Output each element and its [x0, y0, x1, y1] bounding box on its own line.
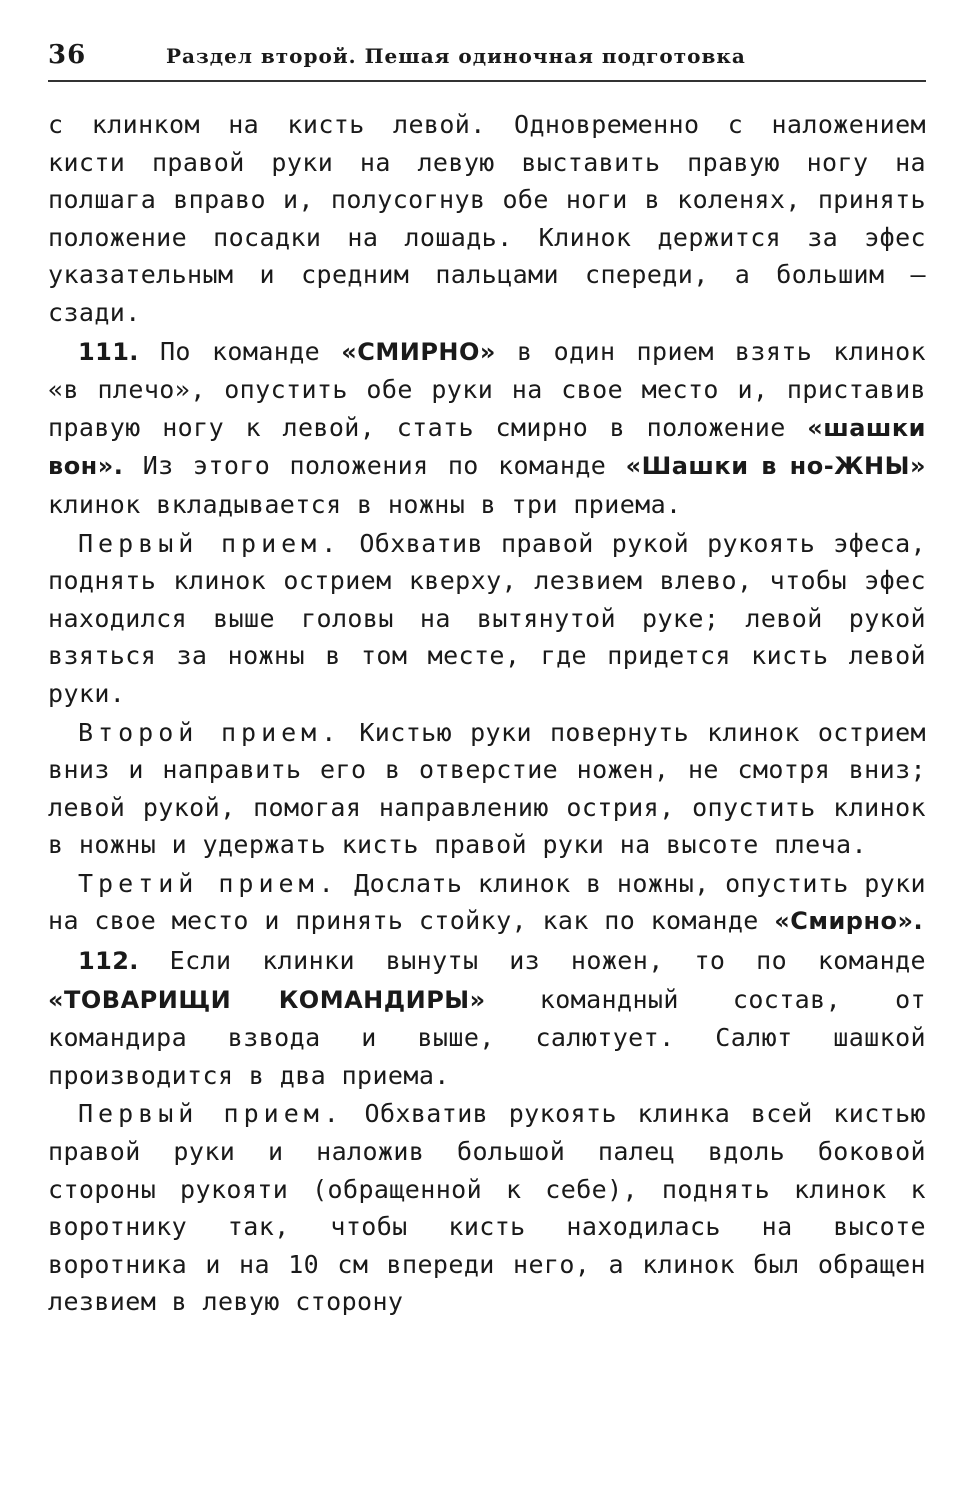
page-number: 36 [48, 40, 87, 70]
step-label: Первый прием. [78, 528, 342, 558]
command-shashki-von: «шашки вон». [48, 413, 926, 481]
running-head [48, 40, 926, 80]
paragraph-text: Дослать клинок в ножны, опустить руки на свое место и принять стойку, как по команде [48, 868, 926, 936]
command-smirno-lower: «Смирно». [774, 907, 924, 936]
paragraph-text: Из этого положения по команде [123, 451, 626, 481]
paragraph-continuation [48, 106, 926, 332]
paragraph-111-step-1 [48, 525, 926, 713]
paragraph-text: По команде [138, 336, 342, 366]
paragraph-111-step-3 [48, 865, 926, 941]
section-title: Раздел второй. Пешая одиночная подготовка [166, 44, 746, 68]
paragraph-111 [48, 333, 926, 524]
paragraph-112 [48, 942, 926, 1094]
paragraph-text: Обхватив рукоять клинка всей кистью правой руки и наложив большой палец вдоль боковой стороны рукояти (обращенной к себе), поднять клинок к воротнику так, чтобы кисть находилась на высоте воротника и на 10 см впереди него, а клинок был обращен лезвием в левую сторону [48, 1099, 927, 1317]
paragraph-text: Обхватив правой рукой рукоять эфеса, поднять клинок острием кверху, лезвием влево, чтобы эфес находился выше головы на вытянутой руке; левой рукой взяться за ножны в том месте, где придется кисть левой руки. [48, 528, 926, 708]
paragraph-text: командный состав, от командира взвода и выше, салютует. Салют шашкой производится в два приема. [48, 984, 927, 1090]
step-label: Первый прием. [78, 1099, 344, 1129]
header-rule [48, 80, 926, 82]
paragraph-111-step-2 [48, 714, 926, 864]
book-page [48, 40, 926, 1321]
paragraph-text: Если клинки вынуты из ножен, то по команде [138, 946, 926, 976]
body-text [48, 106, 926, 1321]
step-label: Третий прием. [78, 868, 339, 898]
paragraph-text: Кистью руки повернуть клинок острием вниз и направить его в отверстие ножен, не смотря вниз; левой рукой, помогая направлению острия, опустить клинок в ножны и удержать кисть правой руки на высоте плеча. [48, 717, 926, 860]
paragraph-112-step-1 [48, 1095, 926, 1321]
paragraph-text: клинок вкладывается в ножны в три приема. [48, 489, 682, 519]
paragraph-text: в один прием взять клинок «в плечо», опустить обе руки на свое место и, приставив правую ногу к левой, стать смирно в положение [48, 336, 926, 442]
command-shashki-v-nozhny: «Шашки в но-ЖНЫ» [625, 452, 926, 481]
step-label: Второй прием. [78, 717, 342, 747]
command-smirno: «СМИРНО» [341, 337, 496, 366]
command-tovarishchi-komandiry: «ТОВАРИЩИ КОМАНДИРЫ» [48, 985, 486, 1014]
paragraph-number: 112. [78, 947, 139, 976]
paragraph-text: с клинком на кисть левой. Одновременно с наложением кисти правой руки на левую выставить правую ногу на полшага вправо и, полусогнув обе ноги в коленях, принять положение посадки на лошадь. Клинок держится за эфес указательным и средним пальцами спереди, а большим — сзади. [48, 110, 926, 327]
paragraph-number: 111. [78, 337, 139, 366]
